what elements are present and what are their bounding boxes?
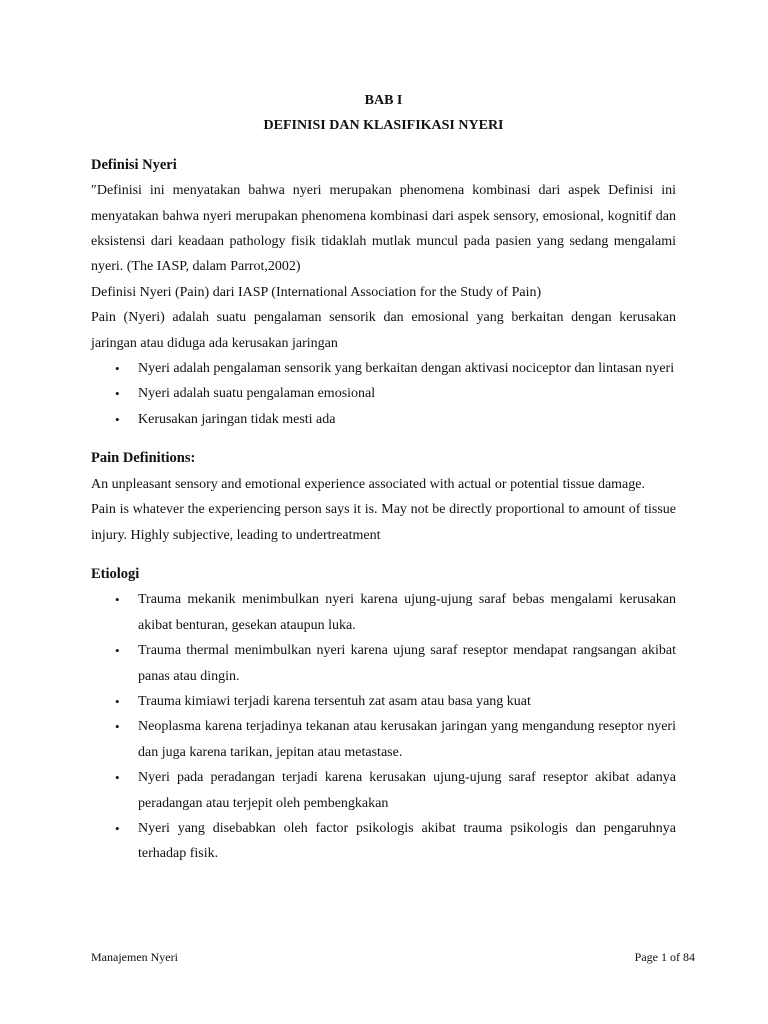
pain-definitions-paragraph-1: An unpleasant sensory and emotional experience associated with actual or potential tissue damage. (91, 476, 645, 492)
bullet-icon: • (115, 820, 120, 836)
definisi-bullet-list (91, 356, 676, 432)
list-item: • Neoplasma karena terjadinya tekanan atau kerusakan jaringan yang mengandung reseptor nyeri dan juga karena tarikan, jepitan atau metastase. (91, 714, 676, 765)
definisi-paragraph-2: Definisi Nyeri (Pain) dari IASP (International Association for the Study of Pain) (91, 284, 542, 300)
page-content (91, 88, 676, 867)
list-item: • Trauma thermal menimbulkan nyeri karena ujung saraf reseptor mendapat rangsangan akibat panas atau dingin. (91, 638, 676, 689)
section-heading-pain-definitions: Pain Definitions: (91, 450, 196, 467)
footer-page-number: Page 1 of 84 (634, 950, 695, 964)
bullet-icon: • (115, 386, 120, 402)
bullet-icon: • (115, 592, 120, 608)
list-item: • Nyeri adalah suatu pengalaman emosional (91, 381, 676, 406)
bullet-icon: • (115, 770, 120, 786)
definisi-paragraph-1: ″Definisi ini menyatakan bahwa nyeri merupakan phenomena kombinasi dari aspek Definisi ini menyatakan bahwa nyeri merupakan phenomena kombinasi dari aspek sensory, emosional, kognitif dan eksistensi dari keadaan pathology fisik tidaklah mutlak muncul pada pasien yang sedang mengalami nyeri. (The IASP, dalam Parrot,2002) (91, 183, 676, 275)
bullet-icon: • (115, 361, 120, 377)
bullet-icon: • (115, 693, 120, 709)
list-item: • Trauma mekanik menimbulkan nyeri karena ujung-ujung saraf bebas mengalami kerusakan akibat benturan, gesekan ataupun luka. (91, 587, 676, 638)
bullet-icon: • (115, 719, 120, 735)
page-footer (91, 950, 695, 965)
etiologi-bullet-list (91, 587, 676, 866)
section-heading-definisi: Definisi Nyeri (91, 156, 177, 173)
list-item: • Nyeri adalah pengalaman sensorik yang berkaitan dengan aktivasi nociceptor dan lintasan nyeri (91, 356, 676, 381)
definisi-paragraph-3: Pain (Nyeri) adalah suatu pengalaman sensorik dan emosional yang berkaitan dengan kerusakan jaringan atau diduga ada kerusakan jaringan (91, 310, 676, 351)
list-item: • Kerusakan jaringan tidak mesti ada (91, 407, 676, 432)
pain-definitions-paragraph-2: Pain is whatever the experiencing person says it is. May not be directly proportional to amount of tissue injury. Highly subjective, leading to undertreatment (91, 502, 676, 543)
list-item: • Trauma kimiawi terjadi karena tersentuh zat asam atau basa yang kuat (91, 689, 676, 714)
list-item: • Nyeri pada peradangan terjadi karena kerusakan ujung-ujung saraf reseptor akibat adanya peradangan atau terjepit oleh pembengkakan (91, 765, 676, 816)
bullet-icon: • (115, 411, 120, 427)
section-heading-etiologi: Etiologi (91, 565, 140, 582)
bullet-icon: • (115, 643, 120, 659)
chapter-label: BAB I (364, 93, 403, 108)
list-item: • Nyeri yang disebabkan oleh factor psikologis akibat trauma psikologis dan pengaruhnya terhadap fisik. (91, 816, 676, 867)
footer-document-title: Manajemen Nyeri (91, 950, 178, 964)
chapter-title: DEFINISI DAN KLASIFIKASI NYERI (263, 118, 504, 134)
